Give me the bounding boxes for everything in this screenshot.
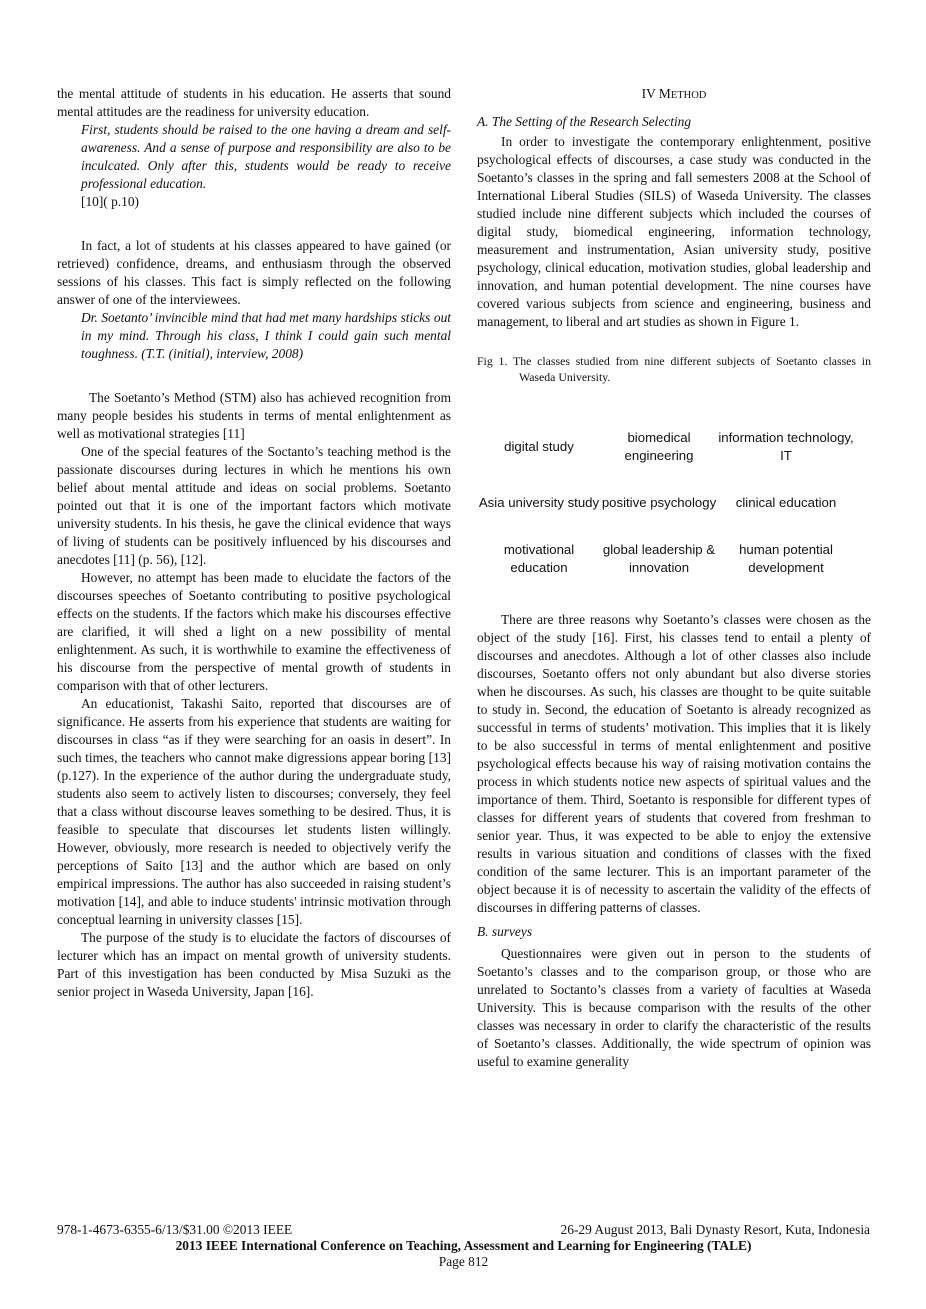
paragraph: The Soetanto’s Method (STM) also has achieved recognition from many people besides his students in terms of mental enlightenment as well as motivational strategies [11] (57, 390, 451, 441)
subsection-heading: A. The Setting of the Research Selecting (477, 114, 692, 129)
paragraph: An educationist, Takashi Saito, reported that discourses are of significance. He asserts from his experience that students are waiting for discourses in class “as if they were searching for an oasis in desert”. In such times, the teachers who cannot make digressions appear boring [13](p.127). In the experience of the author during the undergraduate study, students also seem to actively listen to discourses; conversely, they feel that a class without discourse leaves something to be desired. Thus, it is feasible to speculate that discourses let students listen willingly. However, obviously, more research is needed to objectively verify the perceptions of Saito [13] and the author which are based on only empirical impressions. The author has also succeeded in raising student’s motivation [14], and able to induce students' intrinsic motivation through conceptual learning in university classes [15]. (57, 696, 451, 927)
conference-name: 2013 IEEE International Conference on Teaching, Assessment and Learning for Engineering (TALE) (175, 1238, 752, 1253)
figure-1-grid (477, 429, 871, 577)
venue: 26-29 August 2013, Bali Dynasty Resort, Kuta, Indonesia (560, 1222, 870, 1237)
page-number: Page 812 (438, 1254, 489, 1269)
left-column (57, 85, 451, 1001)
page-footer (57, 1222, 870, 1270)
paragraph: There are three reasons why Soetanto’s classes were chosen as the object of the study [16]. First, his classes tend to entail a plenty of discourses and anecdotes. Although a lot of other classes also include discourses, Soetanto offers not only abundant but also diverse stories when he discourses. As such, his classes are thought to be quite suitable to study in. Second, the education of Soetanto is already recognized as successful in terms of students’ motivation. This implies that it is likely to be also successful in terms of mental enlightenment and positive psychological effects because his way of raising motivation contains the process in which students notice new aspects of spiritual values and the importance of them. Third, Soetanto is responsible for different types of classes for different years of students that covered from freshman to senior year. Thus, it was expected to be able to enjoy the extensive results in various situation and conditions of classes with the fixed condition of the same lecturer. This is an important parameter of the object because it is of necessity to ascertain the validity of the effects of discourses in differing patterns of classes. (477, 612, 871, 915)
figure-item: digital study (504, 439, 574, 454)
paragraph: The purpose of the study is to elucidate the factors of discourses of lecturer which has an impact on mental growth of university students. Part of this investigation has been conducted by Misa Suzuki as the senior project in Waseda University, Japan [16]. (57, 930, 451, 999)
figure-item: Asia university study (478, 495, 600, 510)
paragraph: One of the special features of the Soctanto’s teaching method is the passionate discourses during lectures in which he mentions his own belief about mental attitude and ideas on social problems. Soetanto pointed out that it is one of the important factors which motivate university students. In his thesis, he gave the clinical evidence that ways of living of students can be positively influenced by his discourses and anecdotes [11] (p. 56), [12]. (57, 444, 451, 567)
quote-reference: [10]( p.10) (81, 194, 140, 209)
section-title-initial: M (658, 86, 671, 101)
quote-text: First, students should be raised to the one having a dream and self-awareness. And a sense of purpose and responsibility are also to be inculcated. Only after this, students would be ready to receive professional education. (81, 122, 451, 191)
isbn: 978-1-4673-6355-6/13/$31.00 ©2013 IEEE (57, 1222, 293, 1237)
section-title-rest: ETHOD (670, 90, 707, 101)
right-column (477, 85, 871, 1071)
figure-item: clinical education (735, 495, 837, 510)
paragraph: However, no attempt has been made to elucidate the factors of the discourses speeches of Soetanto contributing to positive psychological effects on the students. If the factors which make his discourses effective are clarified, it will shed a light on a new possibility of mental enlightenment. As such, it is worthwhile to examine the effectiveness of his discourse from the perspective of mental growth of students in comparison with that of other lecturers. (57, 570, 451, 693)
paragraph: the mental attitude of students in his education. He asserts that sound mental attitudes are the readiness for university education. (57, 86, 451, 119)
block-quote: Dr. Soetanto’ invincible mind that had met many hardships sticks out in my mind. Through his class, I think I could gain such mental toughness. (T.T. (initial), interview, 2008) (81, 310, 451, 361)
figure-caption: Fig 1. The classes studied from nine different subjects of Soetanto classes in Waseda University. (477, 354, 871, 384)
figure-item: biomedical engineering (624, 430, 694, 463)
paragraph: In order to investigate the contemporary enlightenment, positive psychological effects of discourses, a case study was conducted in the Soetanto’s classes in the spring and fall semesters 2008 at the School of International Liberal Studies (SILS) of Waseda University. The classes studied include nine different subjects which included the courses of digital study, biomedical engineering, information technology, measurement and instrumentation, Asian university study, positive psychology, clinical education, motivation studies, global leadership and innovation, and human potential development. The nine courses have covered various subjects from science and engineering, business and management, to liberal and art studies as shown in Figure 1. (477, 134, 871, 329)
subsection-heading: B. surveys (477, 924, 533, 939)
figure-item: motivational education (503, 542, 575, 575)
block-quote (81, 121, 451, 211)
figure-item: information technology, IT (718, 430, 854, 463)
figure-item: positive psychology (601, 495, 717, 510)
section-number: IV (641, 86, 656, 101)
section-heading (477, 85, 871, 105)
paragraph: In fact, a lot of students at his classes appeared to have gained (or retrieved) confidence, dreams, and enthusiasm through the observed sessions of his classes. This fact is simply reflected on the following answer of one of the interviewees. (57, 238, 451, 307)
paragraph: Questionnaires were given out in person to the students of Soetanto’s classes and to the comparison group, or those who are unrelated to Soctanto’s classes from a variety of faculties at Waseda University. This is because comparison with the results of the other classes was necessary in order to clarify the characteristic of the results of Soetanto’s classes. Additionally, the wide spectrum of opinion was useful to examine generality (477, 946, 871, 1069)
figure-item: global leadership & innovation (602, 542, 716, 575)
figure-item: human potential development (739, 542, 833, 575)
